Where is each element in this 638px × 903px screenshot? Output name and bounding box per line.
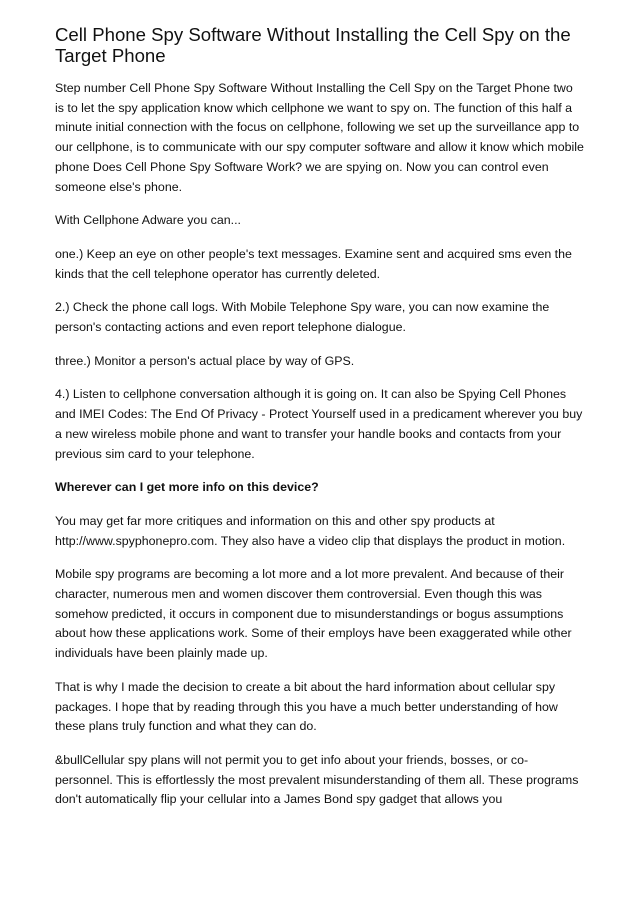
paragraph-lead-in: With Cellphone Adware you can... (55, 213, 241, 228)
document-title: Cell Phone Spy Software Without Installing the Cell Spy on the Target Phone (55, 24, 571, 66)
section-heading: Wherever can I get more info on this device? (55, 480, 319, 495)
paragraph-bullet: &bullCellular spy plans will not permit you to get info about your friends, bosses, or co-personnel. This is effortlessly the most prevalent misunderstanding of them all. These programs don't automatically flip your cellular into a James Bond spy gadget that allows you (55, 752, 579, 807)
paragraph-prevalence: Mobile spy programs are becoming a lot more and a lot more prevalent. And because of their character, numerous men and women discover them controversial. Even though this was somehow predicted, it occurs in component due to misunderstandings or bogus assumptions about how these applications work. Some of their employs have been exaggerated while other individuals have been plainly made up. (55, 567, 572, 661)
paragraph-intro: Step number Cell Phone Spy Software Without Installing the Cell Spy on the Target Phone two is to let the spy application know which cellphone we want to spy on. The function of this half a minute initial connection with the focus on cellphone, following we set up the surveillance app to our cellphone, is to communicate with our spy computer software and allow it know which mobile phone Does Cell Phone Spy Software Work? we are spying on. Now you can control even someone else's phone. (55, 81, 584, 194)
paragraph-decision: That is why I made the decision to create a bit about the hard information about cellular spy packages. I hope that by reading through this you have a much better understanding of how these plans truly function and what they can do. (55, 679, 558, 734)
paragraph-item-one: one.) Keep an eye on other people's text messages. Examine sent and acquired sms even the kinds that the cell telephone operator has currently deleted. (55, 246, 572, 281)
paragraph-more-info: You may get far more critiques and information on this and other spy products at http://www.spyphonepro.com. They also have a video clip that displays the product in motion. (55, 513, 566, 548)
paragraph-item-three: three.) Monitor a person's actual place by way of GPS. (55, 353, 355, 368)
paragraph-item-two: 2.) Check the phone call logs. With Mobile Telephone Spy ware, you can now examine the person's contacting actions and even report telephone dialogue. (55, 300, 550, 335)
document-page (55, 24, 585, 824)
paragraph-item-four: 4.) Listen to cellphone conversation although it is going on. It can also be Spying Cell Phones and IMEI Codes: The End Of Privacy - Protect Yourself used in a predicament wherever you buy a new wireless mobile phone and want to transfer your handle books and contacts from your previous sim card to your telephone. (55, 387, 583, 461)
